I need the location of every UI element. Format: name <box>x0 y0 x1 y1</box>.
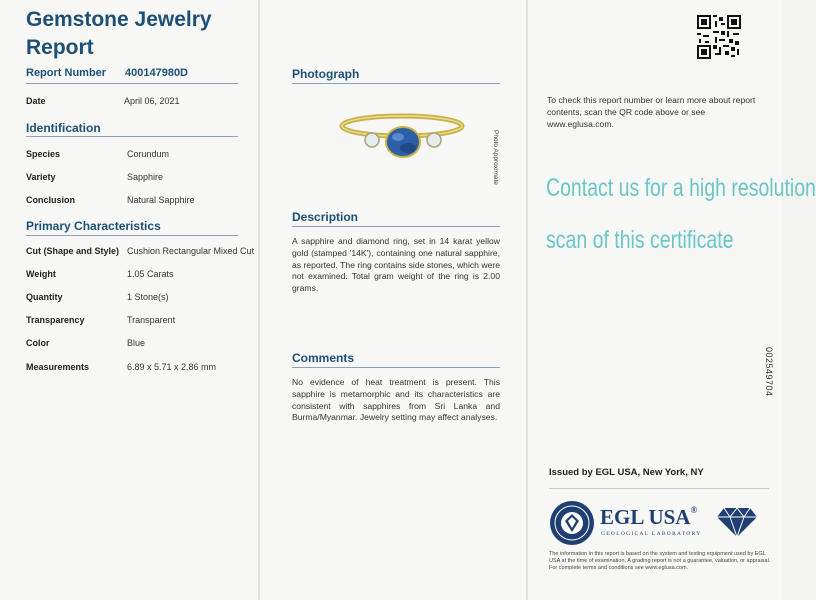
date-label: Date <box>26 96 46 106</box>
quantity-value: 1 Stone(s) <box>127 292 169 302</box>
variety-label: Variety <box>26 172 56 182</box>
divider <box>26 235 238 236</box>
egl-logo-main: EGL USA <box>600 505 691 529</box>
weight-label: Weight <box>26 269 56 279</box>
conclusion-label: Conclusion <box>26 195 75 205</box>
photograph-heading: Photograph <box>292 67 360 81</box>
cut-value: Cushion Rectangular Mixed Cut <box>127 246 255 256</box>
date-value: April 06, 2021 <box>124 96 180 106</box>
egl-seal-icon <box>549 500 595 546</box>
primary-characteristics-heading: Primary Characteristics <box>26 219 161 233</box>
side-diamond <box>365 133 379 147</box>
description-text: A sapphire and diamond ring, set in 14 karat yellow gold (stamped '14K'), containing one natural sapphire, as reported. The ring contains side stones, which were not examined. Total gram weight of the ring is 2.00 grams. <box>292 236 500 294</box>
transparency-value: Transparent <box>127 315 176 325</box>
divider <box>26 136 238 137</box>
comments-heading: Comments <box>292 351 355 365</box>
variety-value: Sapphire <box>127 172 164 182</box>
watermark-line-1: Contact us for a high resolution <box>546 174 816 202</box>
species-value: Corundum <box>127 149 170 159</box>
measurements-value: 6.89 x 5.71 x 2.86 mm <box>127 362 217 372</box>
measurements-label: Measurements <box>26 362 90 372</box>
divider <box>549 488 769 489</box>
report-number-label: Report Number <box>26 67 107 79</box>
sapphire-stone <box>386 127 420 157</box>
divider <box>292 83 500 84</box>
species-label: Species <box>26 149 61 159</box>
cut-label: Cut (Shape and Style) <box>26 246 120 256</box>
conclusion-value: Natural Sapphire <box>127 195 195 205</box>
color-value: Blue <box>127 338 146 348</box>
identification-heading: Identification <box>26 121 101 135</box>
qr-code-icon[interactable] <box>697 15 741 59</box>
verify-text: To check this report number or learn more about report contents, scan the QR code above or see www.eglusa.com. <box>547 95 756 129</box>
side-diamond <box>427 133 441 147</box>
watermark-line-2: scan of this certificate <box>546 226 734 254</box>
ring-photo <box>336 104 470 184</box>
color-label: Color <box>26 338 50 348</box>
divider <box>292 226 500 227</box>
report-number-value: 400147980D <box>125 67 189 79</box>
serial-number: 002549704 <box>764 347 774 397</box>
egl-registered-mark: ® <box>690 505 698 515</box>
quantity-label: Quantity <box>26 292 63 302</box>
egl-logo-text <box>600 505 697 530</box>
report-title: Gemstone Jewelry Report <box>26 8 212 59</box>
diamond-icon <box>716 506 758 538</box>
divider <box>292 367 500 368</box>
description-heading: Description <box>292 210 359 224</box>
photo-caption: Photo Approximate <box>492 130 499 185</box>
weight-value: 1.05 Carats <box>127 269 174 279</box>
issued-by-text: Issued by EGL USA, New York, NY <box>549 467 704 478</box>
middle-panel <box>260 0 526 600</box>
transparency-label: Transparency <box>26 315 85 325</box>
comments-text: No evidence of heat treatment is present. This sapphire is metamorphic and its characteristics are consistent with sapphires from Sri Lanka and Burma/Myanmar. Jewelry setting may affect analyses. <box>292 377 500 423</box>
divider <box>26 83 238 84</box>
egl-logo-subtext: GEOLOGICAL LABORATORY <box>601 531 702 537</box>
disclaimer-text: The information in this report is based on the system and testing equipment used by EGL USA at the time of examination. A grading report is not a guarantee, valuation, or appraisal. For complete terms and conditions see www.eglusa.com. <box>549 551 771 571</box>
